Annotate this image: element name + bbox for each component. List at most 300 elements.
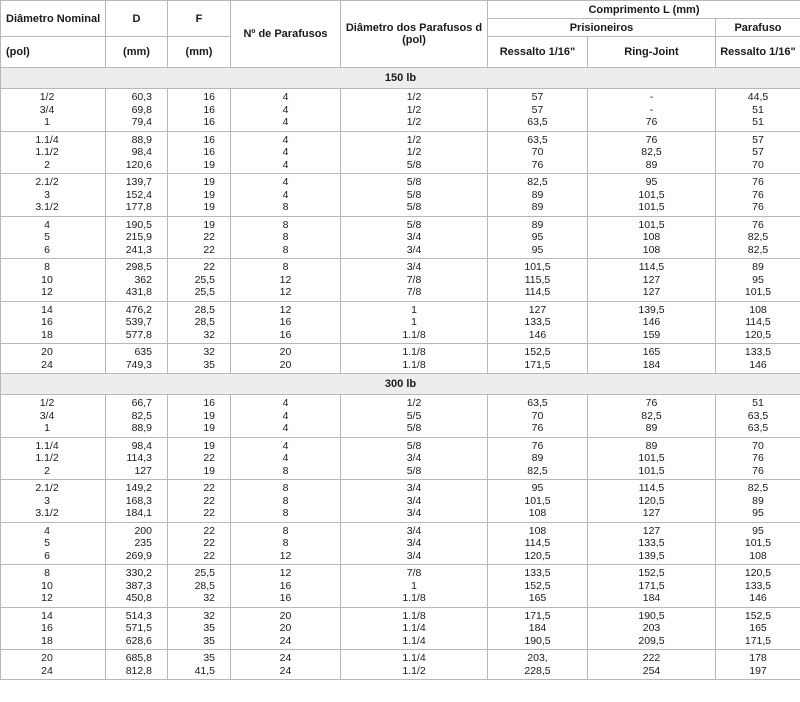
cell-value: 3/4	[406, 482, 422, 494]
cell-value: 146	[642, 316, 661, 328]
cell-value: 76	[531, 158, 544, 171]
cell-parafuso	[716, 174, 800, 217]
cell-nominal	[1, 522, 106, 565]
cell-value: 3/4	[406, 537, 422, 549]
cell-value: 12	[279, 549, 292, 562]
cell-value: 101,5	[638, 218, 665, 231]
cell-value: 24	[41, 664, 53, 677]
cell-value: 190,5	[125, 218, 152, 231]
cell-value: 114,5	[638, 482, 665, 494]
cell-nominal	[1, 216, 106, 259]
cell-value: 2	[44, 158, 50, 171]
section-title: 150 lb	[1, 68, 800, 89]
cell-value: 4	[282, 439, 289, 452]
cell-value: 1	[44, 116, 50, 128]
cell-value: 8	[282, 243, 289, 256]
cell-value: 812,8	[125, 664, 152, 677]
cell-value: 362	[134, 273, 152, 286]
cell-f	[168, 607, 231, 650]
cell-value: 127	[642, 507, 661, 519]
cell-value: 108	[749, 549, 767, 562]
cell-value: 16	[279, 316, 292, 328]
cell-value: 63,5	[747, 422, 769, 434]
cell-num-parafusos	[231, 301, 341, 344]
table-row	[1, 259, 800, 302]
cell-value: 76	[752, 464, 764, 477]
cell-value: 5/8	[406, 176, 422, 188]
cell-parafuso	[716, 89, 800, 132]
cell-value: 3/4	[39, 103, 55, 116]
cell-ressalto	[488, 395, 588, 438]
cell-value: 32	[203, 609, 215, 622]
cell-value: 184	[642, 592, 661, 604]
cell-value: 82,5	[641, 409, 662, 422]
cell-value: 1	[411, 316, 417, 328]
cell-diametro-parafuso	[341, 607, 488, 650]
header-comprimento: Comprimento L (mm)	[488, 1, 800, 19]
cell-value: 7/8	[406, 273, 422, 286]
cell-value: 16	[203, 116, 215, 128]
cell-value: 16	[279, 579, 292, 592]
cell-value: 95	[752, 273, 764, 286]
cell-value: 12	[41, 286, 53, 298]
section-header	[1, 374, 800, 395]
cell-parafuso	[716, 131, 800, 174]
cell-value: 22	[203, 261, 215, 273]
cell-value: 63,5	[527, 397, 548, 409]
cell-value: 1/2	[406, 91, 422, 103]
cell-value: 4	[282, 133, 289, 146]
cell-value: 76	[752, 176, 764, 188]
cell-nominal	[1, 259, 106, 302]
cell-d	[106, 89, 168, 132]
cell-value: 101,5	[524, 494, 551, 507]
cell-value: 5/5	[406, 409, 422, 422]
cell-value: 3.1/2	[35, 507, 59, 519]
cell-value: 3/4	[406, 494, 422, 507]
cell-ressalto	[488, 259, 588, 302]
header-ressalto-parafuso: Ressalto 1/16"	[716, 37, 800, 68]
cell-value: 4	[44, 218, 50, 231]
cell-value: 16	[203, 91, 215, 103]
cell-value: 4	[282, 103, 289, 116]
cell-value: 1.1/4	[402, 652, 426, 664]
cell-value: 22	[203, 482, 215, 494]
cell-value: 35	[203, 622, 215, 634]
cell-value: 3	[44, 188, 50, 201]
table-row	[1, 607, 800, 650]
cell-value: 8	[282, 524, 289, 537]
cell-value: 95	[752, 524, 764, 537]
cell-value: 3/4	[406, 231, 422, 243]
cell-value: 115,5	[524, 273, 551, 286]
cell-diametro-parafuso	[341, 301, 488, 344]
cell-value: 19	[203, 218, 215, 231]
table-row-group	[1, 565, 800, 608]
cell-value: 22	[203, 243, 215, 256]
table-row	[1, 395, 800, 438]
cell-value: 139,5	[638, 303, 665, 316]
cell-value: 89	[645, 439, 658, 452]
cell-value: 1.1/8	[402, 609, 426, 622]
cell-value: 1	[44, 422, 50, 434]
cell-nominal	[1, 89, 106, 132]
cell-d	[106, 565, 168, 608]
cell-parafuso	[716, 301, 800, 344]
cell-parafuso	[716, 437, 800, 480]
cell-ressalto	[488, 437, 588, 480]
cell-value: 95	[752, 507, 764, 519]
cell-value: 82,5	[131, 409, 152, 422]
table-row	[1, 301, 800, 344]
table-row-group	[1, 259, 800, 302]
cell-value: 127	[642, 524, 661, 537]
cell-num-parafusos	[231, 480, 341, 523]
cell-value: 4	[282, 158, 289, 171]
table-row-group	[1, 131, 800, 174]
cell-value: 298,5	[125, 261, 152, 273]
cell-value: 387,3	[125, 579, 152, 592]
cell-value: 98,4	[131, 146, 152, 158]
cell-f	[168, 437, 231, 480]
cell-value: 76	[752, 218, 764, 231]
cell-value: 101,5	[524, 261, 551, 273]
cell-ressalto	[488, 131, 588, 174]
cell-value: 76	[531, 439, 544, 452]
cell-diametro-parafuso	[341, 395, 488, 438]
cell-value: 66,7	[131, 397, 152, 409]
cell-value: 577,8	[125, 328, 152, 341]
cell-value: 35	[203, 634, 215, 647]
cell-ring-joint	[588, 216, 716, 259]
cell-value: 1.1/2	[35, 146, 59, 158]
table-row-group	[1, 437, 800, 480]
cell-value: 63,5	[527, 116, 548, 128]
cell-value: 25,5	[194, 567, 215, 579]
cell-value: 5/8	[406, 464, 422, 477]
cell-d	[106, 650, 168, 680]
cell-value: 108	[642, 231, 661, 243]
header-parafuso: Parafuso	[716, 19, 800, 37]
cell-value: 95	[531, 482, 544, 494]
table-row	[1, 522, 800, 565]
cell-value: 20	[279, 622, 292, 634]
cell-value: 685,8	[125, 652, 152, 664]
cell-value: 120,5	[638, 494, 665, 507]
cell-value: 5/8	[406, 158, 422, 171]
table-row-group	[1, 89, 800, 132]
cell-nominal	[1, 301, 106, 344]
cell-ressalto	[488, 522, 588, 565]
cell-nominal	[1, 480, 106, 523]
cell-value: 24	[279, 664, 292, 677]
cell-value: 19	[203, 409, 215, 422]
cell-value: 98,4	[131, 439, 152, 452]
table-row-group	[1, 480, 800, 523]
cell-value: 19	[203, 464, 215, 477]
cell-value: 70	[752, 439, 764, 452]
cell-nominal	[1, 131, 106, 174]
cell-ressalto	[488, 344, 588, 374]
cell-value: 76	[752, 188, 764, 201]
cell-nominal	[1, 174, 106, 217]
cell-value: 8	[282, 261, 289, 273]
cell-value: 8	[44, 567, 50, 579]
cell-num-parafusos	[231, 174, 341, 217]
cell-value: -	[649, 103, 654, 116]
cell-ressalto	[488, 89, 588, 132]
cell-value: 8	[282, 201, 289, 213]
cell-num-parafusos	[231, 89, 341, 132]
cell-d	[106, 216, 168, 259]
cell-value: 19	[203, 176, 215, 188]
cell-d	[106, 301, 168, 344]
header-unit-pol: (pol)	[1, 37, 106, 68]
cell-value: 120,5	[744, 328, 772, 341]
cell-value: 69,8	[131, 103, 152, 116]
cell-value: 57	[752, 133, 764, 146]
cell-value: 7/8	[406, 286, 422, 298]
cell-value: 76	[752, 452, 764, 464]
cell-value: 28,5	[194, 303, 215, 316]
table-row-group	[1, 395, 800, 438]
cell-f	[168, 259, 231, 302]
cell-value: 6	[44, 243, 50, 256]
cell-nominal	[1, 344, 106, 374]
cell-num-parafusos	[231, 565, 341, 608]
cell-value: 200	[134, 524, 152, 537]
cell-value: 120,6	[125, 158, 152, 171]
cell-value: 76	[645, 133, 658, 146]
cell-ring-joint	[588, 89, 716, 132]
cell-value: 5	[44, 537, 50, 549]
header-diametro-nominal: Diâmetro Nominal	[1, 1, 106, 37]
cell-diametro-parafuso	[341, 216, 488, 259]
cell-value: 16	[279, 592, 292, 604]
cell-value: 5/8	[406, 188, 422, 201]
cell-value: 127	[528, 303, 547, 316]
cell-value: 22	[203, 524, 215, 537]
cell-value: 51	[752, 397, 764, 409]
cell-diametro-parafuso	[341, 344, 488, 374]
cell-value: 1/2	[39, 397, 55, 409]
cell-value: 76	[531, 422, 544, 434]
cell-value: 4	[44, 524, 50, 537]
cell-value: 1	[411, 579, 417, 592]
cell-value: 88,9	[131, 422, 152, 434]
cell-value: 1.1/4	[402, 634, 426, 647]
cell-parafuso	[716, 650, 800, 680]
cell-value: 215,9	[125, 231, 152, 243]
cell-value: 177,8	[125, 201, 152, 213]
cell-value: 114,5	[745, 316, 771, 328]
cell-ring-joint	[588, 480, 716, 523]
header-diametro-parafusos: Diâmetro dos Parafusos d (pol)	[341, 1, 488, 68]
table-row-group	[1, 650, 800, 680]
cell-ressalto	[488, 480, 588, 523]
cell-value: 133,5	[524, 316, 551, 328]
cell-value: 2.1/2	[35, 482, 59, 494]
cell-value: 101,5	[638, 188, 665, 201]
table-row-group	[1, 344, 800, 374]
cell-value: 51	[752, 116, 764, 128]
cell-value: 24	[41, 358, 53, 371]
cell-value: 57	[531, 91, 544, 103]
cell-ressalto	[488, 174, 588, 217]
cell-value: 57	[752, 146, 764, 158]
cell-value: 32	[203, 346, 215, 358]
cell-ressalto	[488, 607, 588, 650]
cell-value: 8	[44, 261, 50, 273]
cell-value: 1/2	[406, 116, 422, 128]
cell-diametro-parafuso	[341, 565, 488, 608]
cell-f	[168, 131, 231, 174]
cell-value: 197	[749, 664, 767, 677]
cell-parafuso	[716, 216, 800, 259]
cell-value: 146	[749, 358, 767, 371]
cell-f	[168, 395, 231, 438]
cell-value: 152,5	[524, 346, 551, 358]
cell-f	[168, 565, 231, 608]
cell-value: 16	[203, 397, 215, 409]
cell-value: 18	[41, 634, 53, 647]
cell-ring-joint	[588, 522, 716, 565]
cell-value: 10	[41, 579, 53, 592]
cell-num-parafusos	[231, 216, 341, 259]
cell-value: 22	[203, 507, 215, 519]
cell-value: 168,3	[125, 494, 152, 507]
cell-value: 24	[279, 634, 292, 647]
cell-value: 3/4	[406, 261, 422, 273]
cell-value: 19	[203, 188, 215, 201]
cell-value: 19	[203, 201, 215, 213]
cell-value: 3/4	[406, 507, 422, 519]
cell-value: 89	[531, 188, 544, 201]
cell-diametro-parafuso	[341, 437, 488, 480]
cell-value: 171,5	[638, 579, 665, 592]
cell-value: 539,7	[125, 316, 152, 328]
table-row	[1, 174, 800, 217]
cell-value: 108	[528, 507, 547, 519]
cell-value: 108	[528, 524, 547, 537]
cell-value: 22	[203, 494, 215, 507]
cell-value: 95	[531, 231, 544, 243]
header-unit-mm-f: (mm)	[168, 37, 231, 68]
cell-value: 16	[203, 146, 215, 158]
cell-num-parafusos	[231, 395, 341, 438]
cell-value: 254	[642, 664, 661, 677]
table-row	[1, 437, 800, 480]
table-row-group	[1, 174, 800, 217]
cell-value: 3/4	[406, 549, 422, 562]
cell-value: 19	[203, 158, 215, 171]
cell-value: 127	[642, 286, 661, 298]
cell-value: 82,5	[527, 464, 548, 477]
cell-value: 190,5	[638, 609, 665, 622]
cell-value: 24	[279, 652, 292, 664]
cell-num-parafusos	[231, 650, 341, 680]
cell-value: -	[649, 91, 654, 103]
section-header	[1, 68, 800, 89]
cell-value: 235	[134, 537, 152, 549]
cell-value: 5/8	[406, 439, 422, 452]
cell-value: 152,4	[125, 188, 152, 201]
header-ring-joint: Ring-Joint	[588, 37, 716, 68]
table-row-group	[1, 301, 800, 344]
cell-value: 1.1/8	[402, 358, 426, 371]
cell-value: 25,5	[194, 286, 215, 298]
cell-value: 3/4	[39, 409, 55, 422]
cell-ring-joint	[588, 607, 716, 650]
cell-value: 114,3	[126, 452, 152, 464]
cell-f	[168, 480, 231, 523]
header-unit-mm-d: (mm)	[106, 37, 168, 68]
cell-ring-joint	[588, 301, 716, 344]
cell-value: 19	[203, 439, 215, 452]
cell-value: 4	[282, 452, 289, 464]
cell-ring-joint	[588, 395, 716, 438]
cell-value: 171,5	[744, 634, 772, 647]
cell-value: 16	[203, 103, 215, 116]
cell-value: 82,5	[527, 176, 548, 188]
cell-value: 1/2	[406, 397, 422, 409]
cell-value: 190,5	[524, 634, 551, 647]
cell-value: 635	[134, 346, 152, 358]
cell-value: 19	[203, 422, 215, 434]
cell-value: 63,5	[527, 133, 548, 146]
header-d: D	[106, 1, 168, 37]
cell-value: 171,5	[524, 609, 551, 622]
cell-value: 184	[642, 358, 661, 371]
cell-value: 133,5	[524, 567, 551, 579]
cell-value: 1.1/4	[402, 622, 426, 634]
cell-nominal	[1, 607, 106, 650]
cell-num-parafusos	[231, 344, 341, 374]
cell-value: 12	[279, 303, 292, 316]
cell-parafuso	[716, 344, 800, 374]
cell-value: 70	[531, 146, 544, 158]
cell-nominal	[1, 650, 106, 680]
cell-ring-joint	[588, 259, 716, 302]
cell-value: 127	[642, 273, 661, 286]
cell-value: 20	[41, 346, 53, 358]
cell-value: 4	[282, 176, 289, 188]
cell-value: 108	[749, 303, 767, 316]
table-row	[1, 650, 800, 680]
cell-value: 22	[203, 452, 215, 464]
cell-value: 76	[645, 116, 658, 128]
cell-value: 32	[203, 328, 215, 341]
cell-value: 1/2	[406, 133, 422, 146]
cell-value: 28,5	[194, 579, 215, 592]
cell-value: 1/2	[406, 103, 422, 116]
cell-value: 5/8	[406, 201, 422, 213]
cell-value: 7/8	[406, 567, 422, 579]
cell-value: 70	[752, 158, 764, 171]
cell-value: 79,4	[131, 116, 152, 128]
cell-value: 149,2	[125, 482, 152, 494]
cell-value: 35	[203, 652, 215, 664]
cell-value: 16	[203, 133, 215, 146]
cell-value: 70	[531, 409, 544, 422]
cell-value: 82,5	[641, 146, 662, 158]
cell-f	[168, 216, 231, 259]
cell-value: 5/8	[406, 218, 422, 231]
cell-nominal	[1, 395, 106, 438]
cell-value: 101,5	[638, 452, 665, 464]
cell-value: 1.1/8	[402, 592, 426, 604]
cell-value: 89	[752, 261, 764, 273]
